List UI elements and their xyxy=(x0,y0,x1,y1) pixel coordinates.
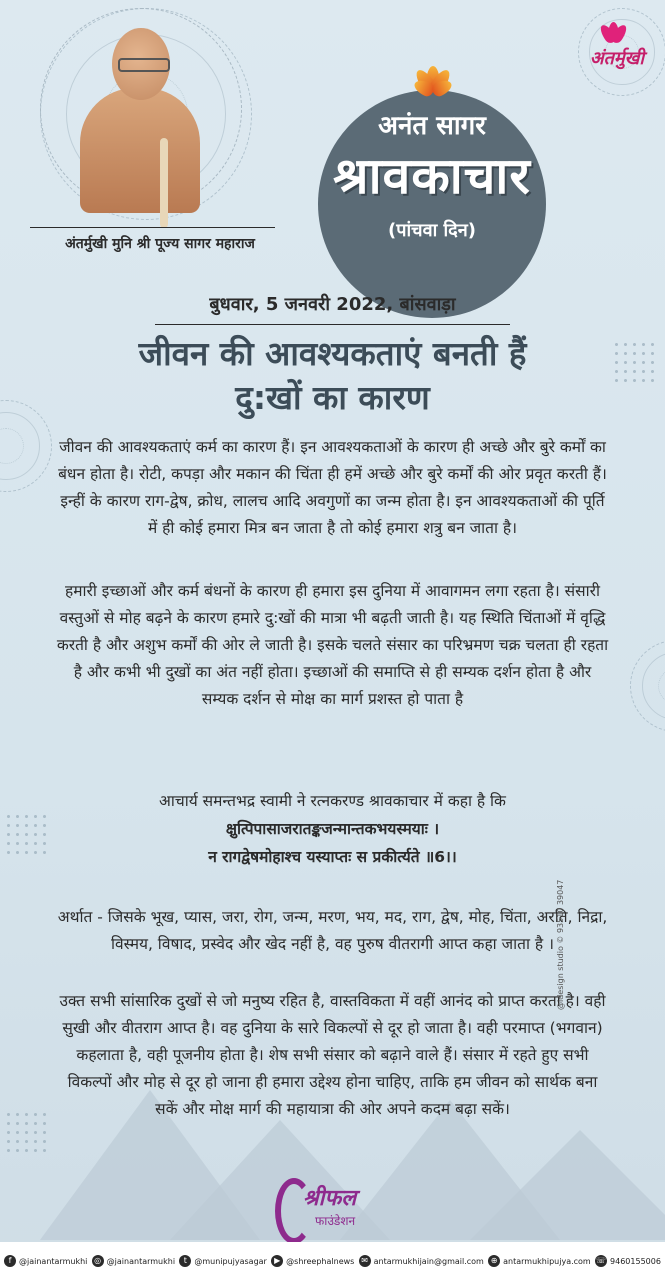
logo-text: अंतर्मुखी xyxy=(589,48,645,69)
web-icon: ⊕ xyxy=(488,1255,500,1267)
dot-pattern-left xyxy=(4,812,50,858)
shloka-line-1: क्षुत्पिपासाजरातङ्कजन्मान्तकभयस्मयाः । xyxy=(225,820,440,838)
monk-portrait xyxy=(60,18,220,218)
headline-line-2: दु:खों का कारण xyxy=(235,378,430,417)
footer-website[interactable] xyxy=(488,1255,591,1267)
shloka-line-2: न रागद्वेषमोहाश्च यस्याप्तः स प्रकीर्त्यते ॥6।। xyxy=(208,848,457,866)
paragraph-2: हमारी इच्छाओं और कर्म बंधनों के कारण ही हमारा इस दुनिया में आवागमन लगा रहता है। संसारी वस्तुओं से मोह बढ़ने के कारण हमारे दु:खों की मात्रा भी बढ़ती जाती है। यह स्थिति चिंताओं में वृद्धि करती है और अशुभ कर्मों की ओर ले जाती है। इसके चलते संसार का परिभ्रमण चक्र चलता ही रहता है और कभी भी दुखों का अंत नहीं होता। इच्छाओं की समाप्ति से ही सम्यक दर्शन होता है और सम्यक दर्शन से मोक्ष का मार्ग प्रशस्त हो पाता है xyxy=(56,582,609,708)
foundation-name: श्रीफल xyxy=(303,1186,357,1211)
mail-icon: ✉ xyxy=(359,1255,371,1267)
paragraph-3: अर्थात - जिसके भूख, प्यास, जरा, रोग, जन्म, मरण, भय, मद, राग, द्वेष, मोह, चिंता, अरति, निद्रा, विस्मय, विषाद, प्रस्वेद और खेद नहीं है, वह पुरुष वीतरागी आप्त कहा जाता है । xyxy=(57,908,608,953)
footer-text: antarmukhijain@gmail.com xyxy=(373,1256,484,1266)
glasses-icon xyxy=(118,58,170,72)
main-title: श्रावकाचार xyxy=(333,147,531,205)
series-title: अनंत सागर xyxy=(378,111,486,141)
paragraph-1: जीवन की आवश्यकताएं कर्म का कारण हैं। इन आवश्यकताओं के कारण ही अच्छे और बुरे कर्मों का बंधन होता है। रोटी, कपड़ा और मकान की चिंता ही हमें अच्छे और बुरे कर्मों की ओर प्रवृत करती हैं। इन्हीं के कारण राग-द्वेष, क्रोध, लालच आदि अवगुणों का जन्म होता है। इन आवश्यकताओं की पूर्ति में ही कोई हमारा मित्र बन जाता है तो कोई हमारा शत्रु बन जाता है। xyxy=(58,438,607,537)
footer-whatsapp[interactable] xyxy=(595,1255,661,1267)
footer-text: antarmukhipujya.com xyxy=(503,1256,591,1266)
design-credit: @idesign studio © 93510 39047 xyxy=(556,879,565,1010)
whatsapp-icon: ☏ xyxy=(596,1256,607,1265)
lotus-icon xyxy=(413,52,453,92)
headline-line-1: जीवन की आवश्यकताएं बनती हैं xyxy=(138,334,527,373)
portrait-body xyxy=(80,88,200,213)
youtube-icon: ▶ xyxy=(271,1255,283,1267)
footer-text: 9460155006 xyxy=(610,1256,661,1266)
date-divider xyxy=(155,324,510,325)
footer-youtube[interactable] xyxy=(271,1255,354,1267)
portrait-caption: अंतर्मुखी मुनि श्री पूज्य सागर महाराज xyxy=(65,236,255,252)
mountain-decoration xyxy=(470,1130,665,1240)
footer-text: @jainantarmukhi xyxy=(106,1256,176,1266)
staff-icon xyxy=(160,138,168,228)
footer-instagram[interactable] xyxy=(92,1255,175,1267)
twitter-icon: t xyxy=(179,1255,191,1267)
paragraph-4: उक्त सभी सांसारिक दुखों से जो मनुष्य रहित है, वास्तविकता में वहीं आनंद को प्राप्त करता है। वही सुखी और वीतराग आप्त है। वह दुनिया के सारे विकल्पों से दूर हो जाता है। वही परमाप्त (भगवान) कहलाता है, वही पूजनीय होता है। शेष सभी संसार को बढ़ाने वाले हैं। संसार में रहते हुए सभी विकल्पों और मोह से दूर हो जाना ही हमारा उद्देश्य होना चाहिए, ताकि हम जीवन को सार्थक बना सकें और मोक्ष मार्ग की महायात्रा की ओर अपने कदम बढ़ा सकें। xyxy=(59,992,606,1118)
footer-text: @jainantarmukhi xyxy=(19,1256,88,1266)
facebook-icon: f xyxy=(4,1255,16,1267)
footer-email[interactable] xyxy=(359,1255,484,1267)
foundation-sub: फाउंडेशन xyxy=(315,1214,356,1228)
day-label: (पांचवा दिन) xyxy=(388,220,476,241)
caption-divider xyxy=(30,227,275,228)
instagram-icon: ◎ xyxy=(92,1255,104,1267)
shriphal-foundation-logo xyxy=(275,1178,395,1236)
social-footer xyxy=(0,1242,665,1280)
date-place: बुधवार, 5 जनवरी 2022, बांसवाड़ा xyxy=(209,294,456,315)
logo-lotus-icon xyxy=(596,18,632,42)
footer-twitter[interactable] xyxy=(179,1255,267,1267)
antarmukhi-logo xyxy=(572,10,662,100)
footer-text: @munipujyasagar xyxy=(194,1256,267,1266)
footer-facebook[interactable] xyxy=(4,1255,87,1267)
quote-intro: आचार्य समन्तभद्र स्वामी ने रत्नकरण्ड श्रावकाचार में कहा है कि xyxy=(159,792,506,810)
footer-text: @shreephalnews xyxy=(286,1256,355,1266)
